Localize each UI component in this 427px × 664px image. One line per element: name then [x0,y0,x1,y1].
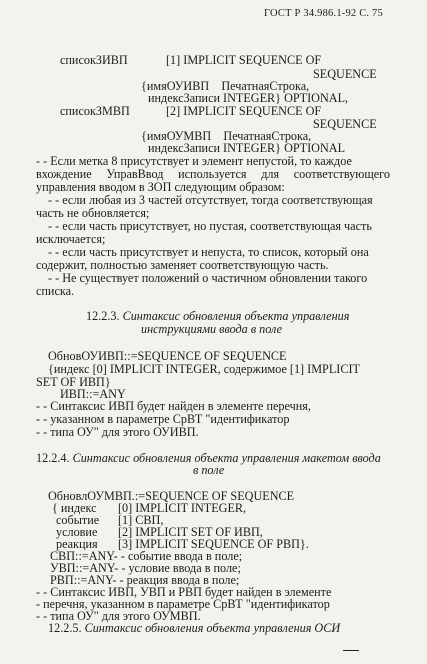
section-12-2-3-number: 12.2.3. [86,309,120,323]
para1-word-3: используется [178,167,247,181]
para1-line-9: содержит, полностью заменяет соответствующую часть. [36,258,329,272]
para1-line-8: - - если часть присутствует и непуста, то список, который она [48,245,369,259]
zivp-line-4: индексЗаписи INTEGER} OPTIONAL, [148,91,349,105]
sec1-line-1: ОбновОУИВП::=SEQUENCE OF SEQUENCE [48,349,287,363]
sec2-line-1: ОбновлОУМВП.:=SEQUENCE OF SEQUENCE [48,489,295,503]
section-12-2-4-title-cont: в поле [193,463,225,477]
section-12-2-3-title-cont: инструкциями ввода в поле [141,322,283,336]
sec1-line-6: - - указанном в параметре СрВТ "идентификатор [36,412,290,426]
para1-word-4: для [261,167,280,181]
section-12-2-3-title: Синтаксис обновления объекта управления [122,309,350,323]
sec2-field-event-name: событие [56,513,100,527]
para1-line-1: - - Если метка 8 присутствует и элемент непустой, то каждое [36,154,352,168]
sec2-line-9: - - Синтаксис ИВП, УВП и РВП будет найден в элементе [36,585,332,599]
sec2-line-10: - перечня, указанном в параметре СрВТ "идентификатор [36,597,330,611]
para1-line-10: - - Не существует положений о частичном обновлении такого [48,271,368,285]
zmvp-line-4: индексЗаписи INTEGER} OPTIONAL [148,141,346,155]
sec1-line-3: SET OF ИВП} [36,375,111,389]
para1-line-6: - - если часть присутствует, но пустая, соответствующая часть [48,219,372,233]
sec2-field-condition-name: условие [56,525,98,539]
section-12-2-5-heading [48,621,340,635]
sec2-field-event-type: [1] СВП, [118,513,164,527]
sec2-field-condition-type: [2] IMPLICIT SET OF ИВП, [118,525,263,539]
para1-line-2 [36,167,390,181]
para1-word-2: УправВвод [106,167,164,181]
para1-line-4: - - если любая из 3 частей отсутствует, тогда соответствующая [48,193,373,207]
sec2-field-index-type: [0] IMPLICIT INTEGER, [118,501,247,515]
zivp-line-2: SEQUENCE [313,67,377,81]
para1-line-5: часть не обновляется; [36,206,150,220]
para1-line-11: списка. [36,284,75,298]
zivp-line-3: {имяОУИВП ПечатнаяСтрока, [141,79,310,93]
sec2-line-8: РВП::=ANY- - реакция ввода в поле; [50,573,240,587]
zivp-field-name: списокЗИВП [60,53,128,67]
sec2-line-6: СВП::=ANY- - событие ввода в поле; [50,549,243,563]
sec1-line-7: - - типа ОУ" для этого ОУИВП. [36,425,199,439]
sec1-line-4: ИВП::=ANY [60,387,126,401]
sec1-line-5: - - Синтаксис ИВП будет найден в элементе перечня, [36,399,311,413]
sec2-field-reaction-name: реакция [56,537,98,551]
para1-line-7: исключается; [36,232,106,246]
section-12-2-4-number: 12.2.4. [36,451,70,465]
page-header: ГОСТ Р 34.986.1-92 С. 75 [264,8,383,19]
sec2-field-index-name: { индекс [52,501,97,515]
section-12-2-4-title: Синтаксис обновления объекта управления макетом ввода [72,451,381,465]
zmvp-line-3: {имяОУМВП ПечатнаяСтрока, [141,129,312,143]
sec2-line-11: - - типа ОУ" для этого ОУМВП. [36,609,201,623]
para1-word-1: вхождение [36,167,92,181]
sec2-field-reaction-type: [3] IMPLICIT SEQUENCE OF РВП}. [118,537,309,551]
zmvp-line-1: [2] IMPLICIT SEQUENCE OF [166,104,322,118]
para1-line-3: управления вводом в ЗОП следующим образом: [36,180,285,194]
zivp-line-1: [1] IMPLICIT SEQUENCE OF [166,53,322,67]
section-12-2-3-heading [86,309,349,323]
zmvp-field-name: списокЗМВП [60,104,130,118]
sec1-line-2: {индекс [0] IMPLICIT INTEGER, содержимое [1] IMPLICIT [48,362,360,376]
zmvp-line-2: SEQUENCE [313,117,377,131]
section-12-2-5-title: Синтаксис обновления объекта управления ОСИ [84,621,341,635]
section-12-2-5-number: 12.2.5. [48,621,82,635]
para1-word-5: соответствующего [293,167,390,181]
page-footer-rule [343,650,359,651]
sec2-line-7: УВП::=ANY- - условие ввода в поле; [50,561,241,575]
